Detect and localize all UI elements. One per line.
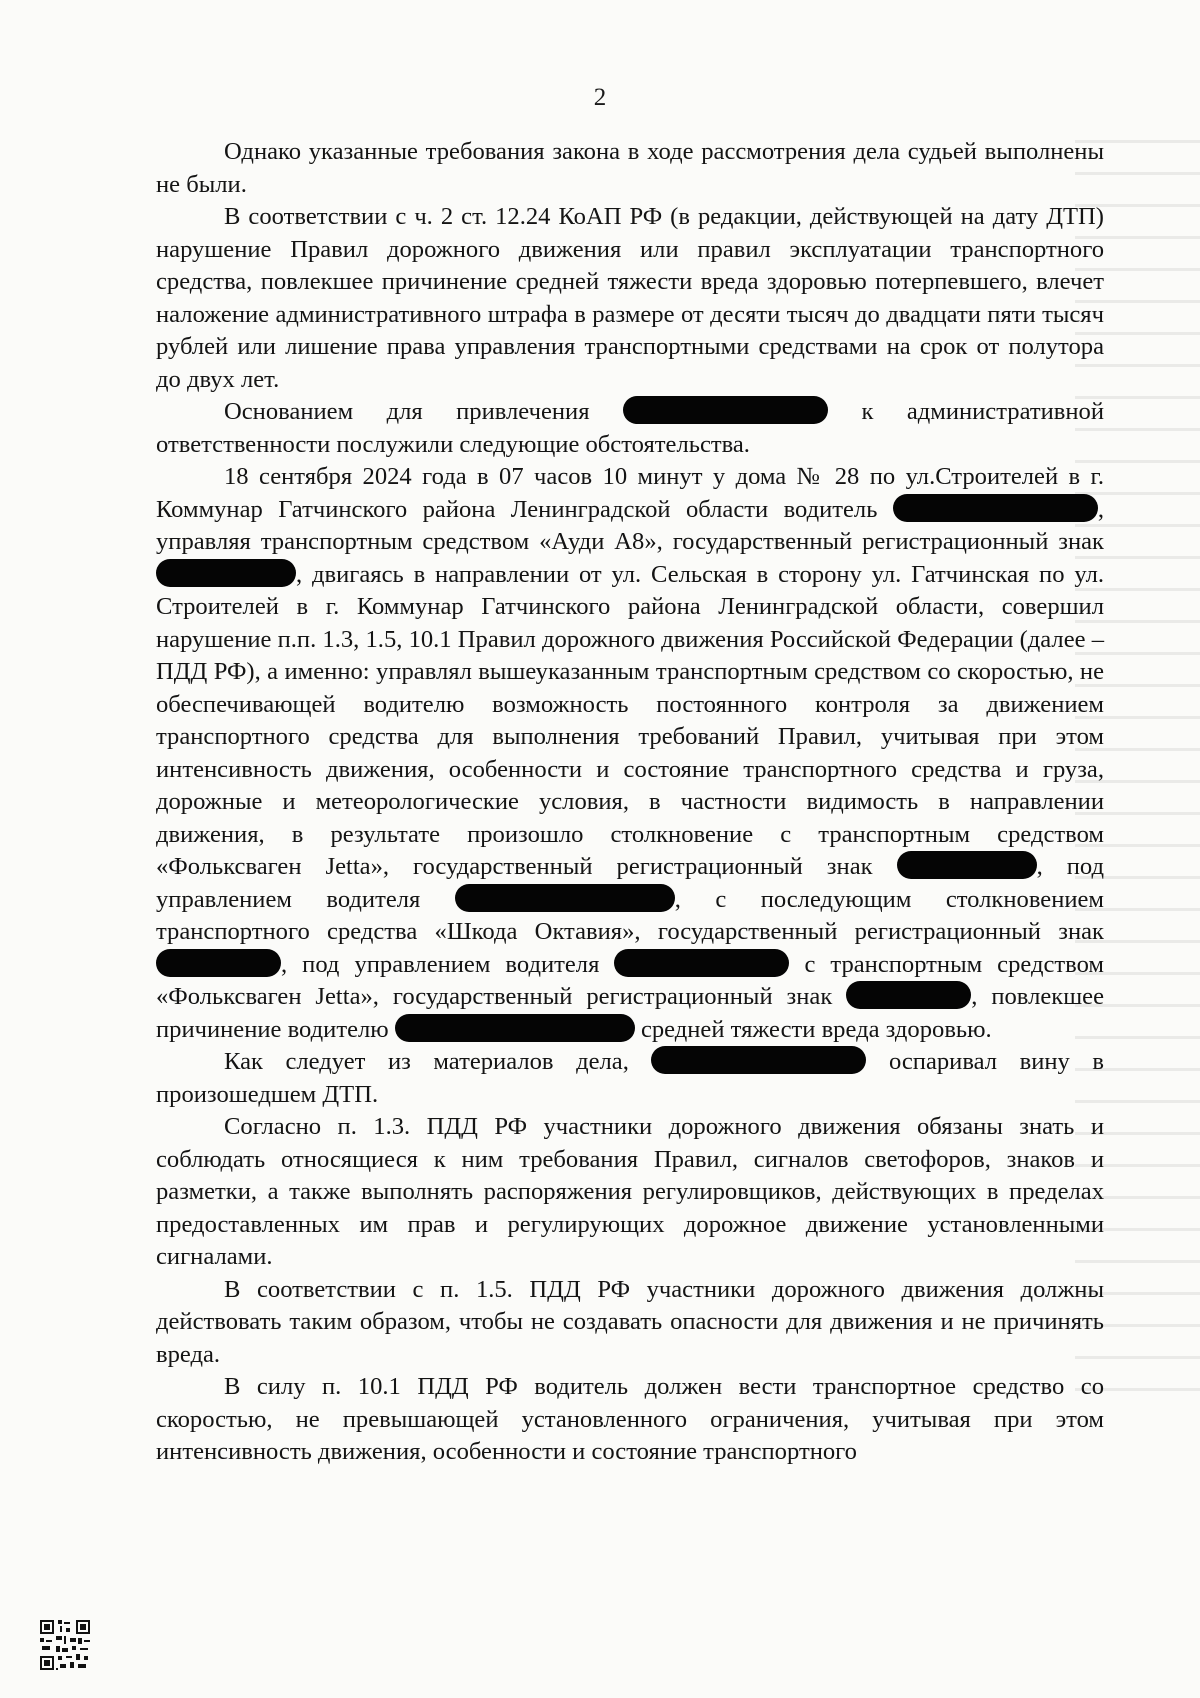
paragraph-5: [156, 1046, 1104, 1111]
redacted-plate-number: [156, 949, 281, 977]
paragraph-4-part-f: , под управлением водителя: [281, 950, 600, 978]
paragraph-3-part-b: к административной ответственности послужили следующие обстоятельства.: [156, 398, 1104, 458]
paragraph-1: Однако указанные требования закона в ходе рассмотрения дела судьей выполнены не были.: [156, 138, 1104, 198]
redacted-driver-name: [893, 494, 1098, 522]
page-number: 2: [593, 84, 607, 111]
paragraph-4-part-d: , под управлением водителя: [156, 853, 1104, 913]
redacted-name: [623, 396, 828, 424]
redacted-plate-number: [846, 981, 971, 1009]
paragraph-5-part-a: Как следует из материалов дела,: [224, 1048, 629, 1075]
paragraph-8: В силу п. 10.1 ПДД РФ водитель должен вести транспортное средство со скоростью, не превышающей установленного ограничения, учитывая при этом интенсивность движения, особенности и состояние транспортного: [156, 1373, 1104, 1465]
paragraph-4-part-c: , двигаясь в направлении от ул. Сельская в сторону ул. Гатчинская по ул. Строителей в г. Коммунар Гатчинского района Ленинградской области, совершил нарушение п.п. 1.3, 1.5, 10.1 Правил дорожного движения Российской Федерации (далее – ПДД РФ), а именно: управлял вышеуказанным транспортным средством со скоростью, не обеспечивающей водителю возможность постоянного контроля за движением транспортного средства для выполнения требований Правил, учитывая при этом интенсивность движения, особенности и состояние транспортного средства и груза, дорожные и метеорологические условия, в частности видимость в направлении движения, в результате произошло столкновение с транспортным средством «Фольксваген Jetta», государственный регистрационный знак: [156, 560, 1104, 880]
paragraph-6: Согласно п. 1.3. ПДД РФ участники дорожного движения обязаны знать и соблюдать относящиеся к ним требования Правил, сигналов светофоров, знаков и разметки, а также выполнять распоряжения регулировщиков, действующих в пределах предоставленных им прав и регулирующих дорожное движение установленными сигналами.: [156, 1113, 1104, 1270]
paragraph-5-part-b: оспаривал вину в произошедшем ДТП.: [156, 1048, 1104, 1108]
paragraph-7: В соответствии с п. 1.5. ПДД РФ участники дорожного движения должны действовать таким образом, чтобы не создавать опасности для движения и не причинять вреда.: [156, 1275, 1104, 1368]
paragraph-4: [156, 461, 1104, 1046]
document-body: [156, 136, 1104, 1469]
paragraph-4-part-b: , управляя транспортным средством «Ауди А8», государственный регистрационный знак: [156, 495, 1104, 555]
paragraph-3: [156, 396, 1104, 461]
paragraph-2: В соответствии с ч. 2 ст. 12.24 КоАП РФ (в редакции, действующей на дату ДТП) нарушение Правил дорожного движения или правил эксплуатации транспортного средства, повлекшее причинение средней тяжести вреда здоровью потерпевшего, влечет наложение административного штрафа в размере от десяти тысяч до двадцати пяти тысяч рублей или лишение права управления транспортными средствами на срок от полутора до двух лет.: [156, 203, 1104, 393]
redacted-plate-number: [156, 559, 296, 587]
redacted-victim-name: [395, 1014, 635, 1042]
paragraph-4-part-g: с транспортным средством «Фольксваген Jetta», государственный регистрационный знак: [156, 950, 1104, 1010]
redacted-driver-name: [614, 949, 789, 977]
redacted-plate-number: [897, 851, 1037, 879]
qr-code-icon: [38, 1618, 92, 1672]
paragraph-4-part-a: 18 сентября 2024 года в 07 часов 10 минут у дома № 28 по ул.Строителей в г. Коммунар Гатчинского района Ленинградской области водитель: [156, 463, 1104, 523]
paragraph-4-part-i: средней тяжести вреда здоровью.: [640, 1015, 992, 1043]
paragraph-4-part-e: , с последующим столкновением транспортного средства «Шкода Октавия», государственный регистрационный знак: [156, 885, 1105, 945]
redacted-name: [651, 1046, 866, 1074]
paragraph-3-part-a: Основанием для привлечения: [224, 398, 590, 425]
paragraph-4-part-h: , повлекшее причинение водителю: [156, 983, 1104, 1043]
redacted-driver-name: [455, 884, 675, 912]
